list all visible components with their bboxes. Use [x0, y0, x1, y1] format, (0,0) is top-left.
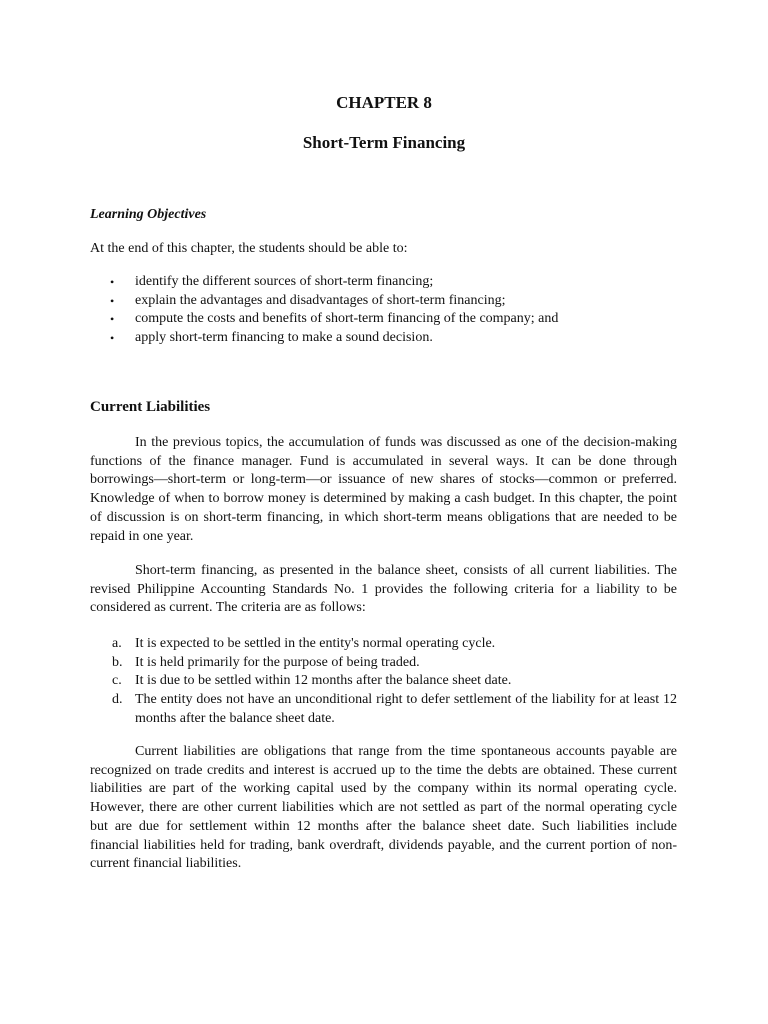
objective-text: apply short-term financing to make a sound decision.	[135, 330, 433, 346]
objective-text: compute the costs and benefits of short-term financing of the company; and	[135, 311, 559, 327]
paragraph: Current liabilities are obligations that range from the time spontaneous accounts payable are recognized on trade credits and interest is accrued up to the time the debts are obtained. These current liabilities are part of the working capital used by the company within its normal operating cycle. However, there are other current liabilities which are not settled as part of the normal operating cycle but are due for settlement within 12 months after the balance sheet date. Such liabilities include financial liabilities held for trading, bank overdraft, dividends payable, and the current portion of non-current financial liabilities.	[90, 744, 677, 872]
list-item	[90, 691, 677, 728]
list-item	[90, 273, 677, 292]
criterion-text: It is held primarily for the purpose of being traded.	[135, 654, 420, 670]
list-item	[90, 654, 677, 673]
bullet-icon: •	[110, 331, 115, 346]
list-item	[90, 310, 677, 329]
list-marker: c.	[112, 673, 122, 689]
objective-text: explain the advantages and disadvantages of short-term financing;	[135, 292, 506, 308]
objective-text: identify the different sources of short-term financing;	[135, 274, 434, 289]
list-marker: b.	[112, 654, 123, 670]
criterion-text: The entity does not have an unconditional right to defer settlement of the liability for at least 12 months after the balance sheet date.	[135, 692, 677, 726]
list-item	[90, 635, 677, 654]
criterion-text: It is expected to be settled in the entity's normal operating cycle.	[135, 636, 496, 651]
list-marker: a.	[112, 636, 122, 651]
learning-objectives-heading: Learning Objectives	[90, 207, 207, 222]
list-item	[90, 329, 677, 348]
criteria-list	[90, 635, 677, 729]
criterion-text: It is due to be settled within 12 months after the balance sheet date.	[135, 673, 512, 689]
objectives-list	[90, 273, 677, 348]
chapter-label: CHAPTER 8	[336, 93, 432, 112]
list-marker: d.	[112, 692, 123, 708]
bullet-icon: •	[110, 275, 115, 289]
learning-objectives-intro: At the end of this chapter, the students should be able to:	[90, 241, 408, 256]
list-item	[90, 672, 677, 691]
paragraph: Short-term financing, as presented in the balance sheet, consists of all current liabilities. The revised Philippine Accounting Standards No. 1 provides the following criteria for a liability to be considered as current. The criteria are as follows:	[90, 563, 677, 616]
paragraph: In the previous topics, the accumulation of funds was discussed as one of the decision-making functions of the finance manager. Fund is accumulated in several ways. It can be done through borrowings—short-term or long-term—or issuance of new shares of stocks—common or preferred. Knowledge of when to borrow money is determined by making a cash budget. In this chapter, the point of discussion is on short-term financing, in which short-term means obligations that are needed to be repaid in one year.	[90, 435, 677, 544]
section-heading: Current Liabilities	[90, 399, 211, 415]
bullet-icon: •	[110, 312, 115, 327]
chapter-title: Short-Term Financing	[302, 133, 466, 152]
list-item	[90, 292, 677, 311]
bullet-icon: •	[110, 293, 115, 308]
